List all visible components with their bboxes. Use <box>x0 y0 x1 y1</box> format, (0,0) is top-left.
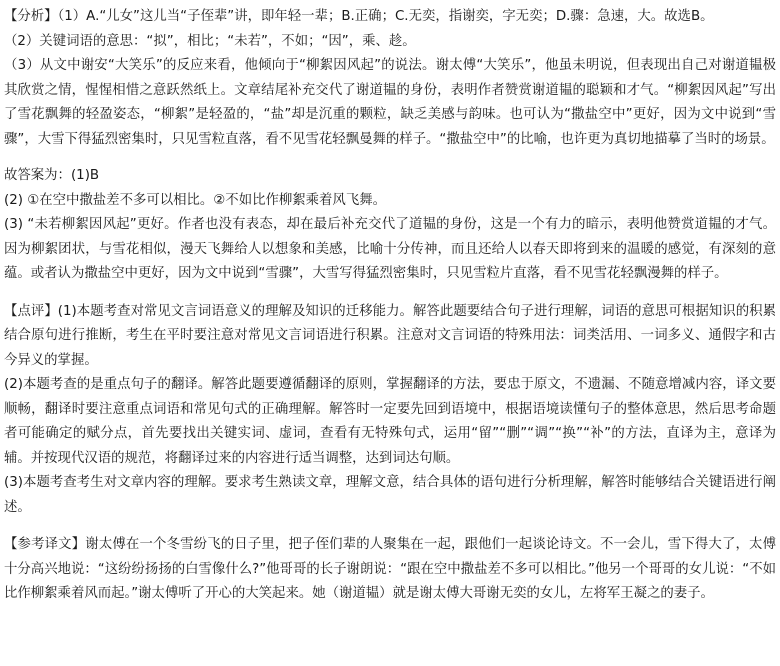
section-gap <box>4 152 776 164</box>
answer-paragraph-2: (2) ①在空中撒盐差不多可以相比。②不如比作柳絮乘着风飞舞。 <box>4 192 386 208</box>
section-gap <box>4 287 776 300</box>
section-gap <box>4 520 776 533</box>
comment-section <box>4 300 776 521</box>
answer-paragraph-1: 故答案为：(1)B <box>4 168 100 183</box>
analysis-paragraph-2: （2）关键词语的意思：“拟”，相比；“未若”，不如；“因”，乘、趁。 <box>4 33 416 49</box>
answer-section <box>4 164 776 287</box>
translation-section <box>4 533 776 607</box>
comment-paragraph-1: 【点评】(1)本题考查对常见文言词语意义的理解及知识的迁移能力。解答此题要结合句子进行理解，词语的意思可根据知识的积累结合原句进行推断，考生在平时要注意对常见文言词语进行积累。注意对文言词语的特殊用法：词类活用、一词多义、通假字和古今异义的掌握。 <box>4 303 776 368</box>
answer-paragraph-3: (3) “未若柳絮因风起”更好。作者也没有表态，却在最后补充交代了道韫的身份，这是一个有力的暗示，表明他赞赏道韫的才气。因为柳絮团状，与雪花相似，漫天飞舞给人以想象和美感，比喻十分传神，而且还给人以春天即将到来的温暖的感觉，有深刻的意蕴。或者认为撒盐空中更好，因为文中说到“雪骤”，大雪写得猛烈密集时，只见雪粒片直落，看不见雪花轻飘漫舞的样子。 <box>4 217 776 281</box>
comment-paragraph-3: (3)本题考查考生对文章内容的理解。要求考生熟读文章，理解文意，结合具体的语句进行分析理解，解答时能够结合关键语进行阐述。 <box>4 475 776 515</box>
translation-paragraph: 【参考译文】谢太傅在一个冬雪纷飞的日子里，把子侄们辈的人聚集在一起，跟他们一起谈论诗文。不一会儿，雪下得大了，太傅十分高兴地说：“这纷纷扬扬的白雪像什么?”他哥哥的长子谢朗说：“跟在空中撒盐差不多可以相比。”他另一个哥哥的女儿说：“不如比作柳絮乘着风而起。”谢太傅听了开心的大笑起来。她（谢道韫）就是谢太傅大哥谢无奕的女儿，左将军王凝之的妻子。 <box>4 537 776 601</box>
comment-paragraph-2: (2)本题考查的是重点句子的翻译。解答此题要遵循翻译的原则，掌握翻译的方法，要忠于原文，不遗漏、不随意增减内容，译文要顺畅，翻译时要注意重点词语和常见句式的正确理解。解答时一定要先回到语境中，根据语境读懂句子的整体意思，然后思考命题者可能确定的赋分点，首先要找出关键实词、虚词，查看有无特殊句式，运用“留”“删”“调”“换”“补”的方法，直译为主，意译为辅。并按现代汉语的规范，将翻译过来的内容进行适当调整，达到词达句顺。 <box>4 377 776 466</box>
analysis-paragraph-3: （3）从文中谢安“大笑乐”的反应来看，他倾向于“柳絮因风起”的说法。谢太傅“大笑乐”，他虽未明说，但表现出自己对谢道韫极其欣赏之情，惺惺相惜之意跃然纸上。文章结尾补充交代了谢道韫的身份，表明作者赞赏谢道韫的聪颖和才气。“柳絮因风起”写出了雪花飘舞的轻盈姿态，“柳絮”是轻盈的，“盐”却是沉重的颗粒，缺乏美感与韵味。也可认为“撒盐空中”更好，因为文中说到“雪骤”，大雪下得猛烈密集时，只见雪粒直落，看不见雪花轻飘曼舞的样子。“撒盐空中”的比喻，也许更为真切地描摹了当时的场景。 <box>4 58 776 147</box>
analysis-paragraph-1: 【分析】（1）A.“儿女”这儿当“子侄辈”讲，即年轻一辈；B.正确；C.无奕，指谢奕，字无奕；D.骤：急速，大。故选B。 <box>4 9 714 24</box>
analysis-section <box>4 5 776 152</box>
